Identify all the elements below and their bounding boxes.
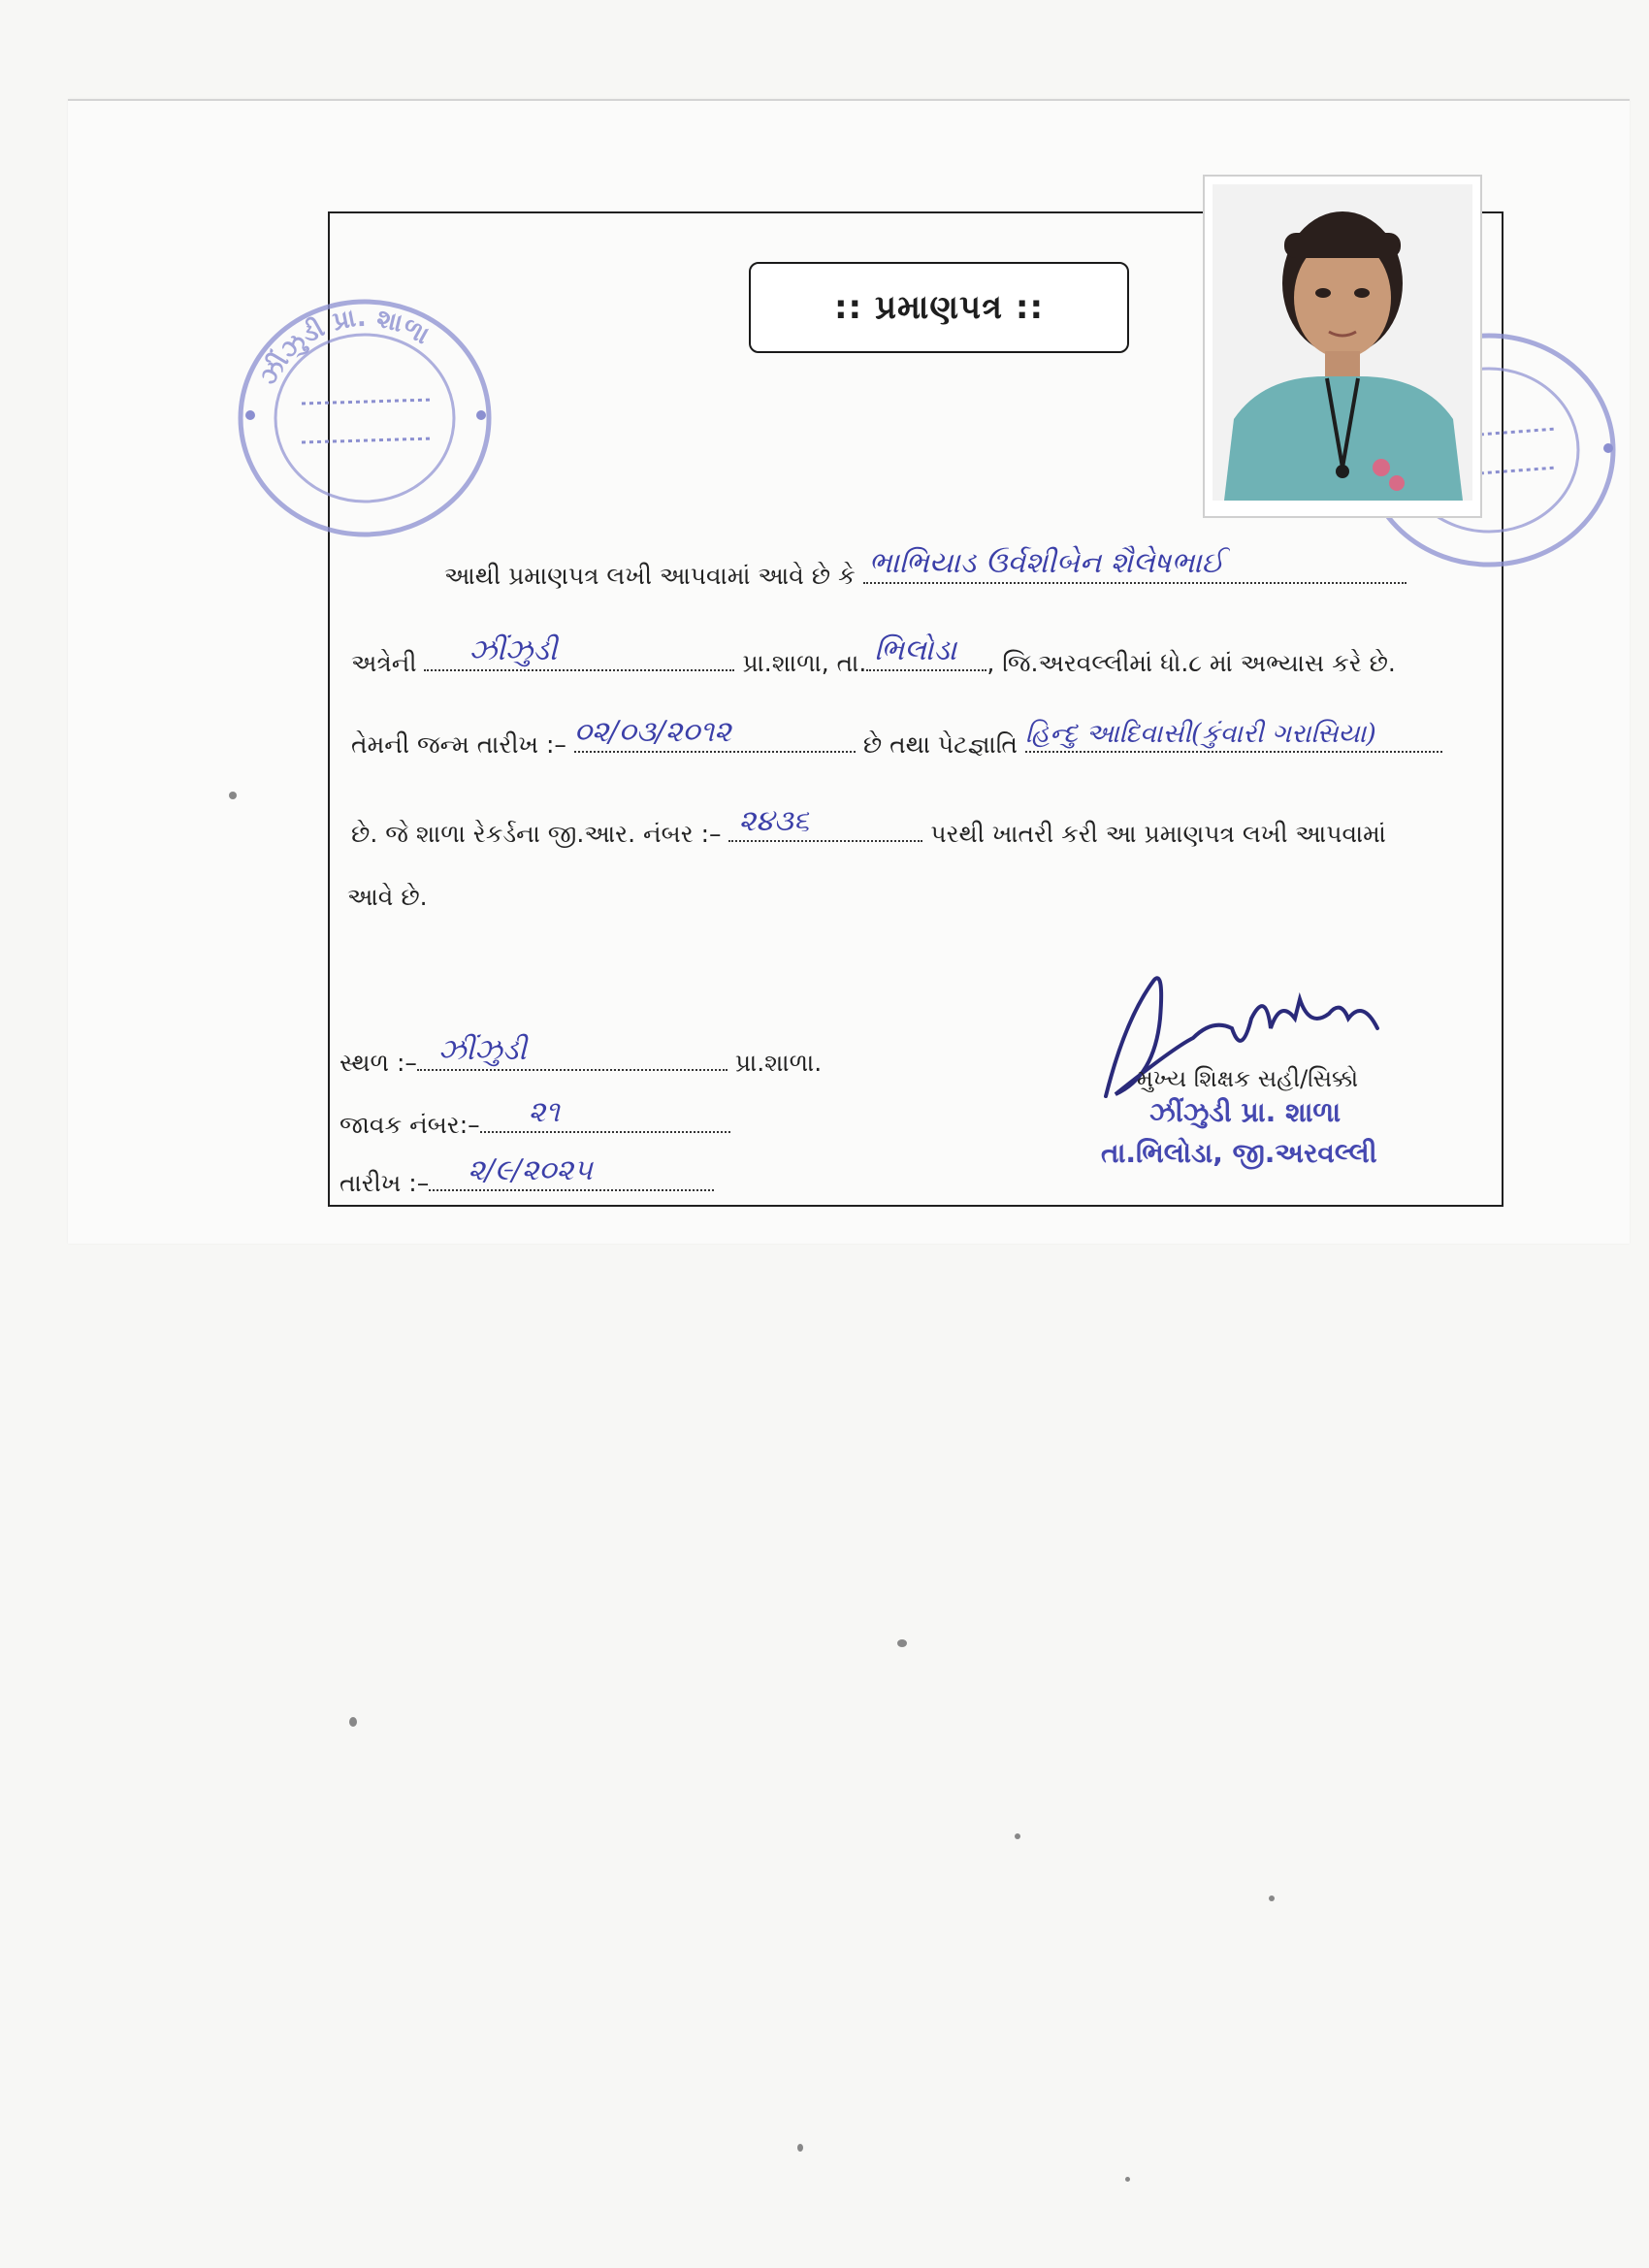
caste-value: હિન્દુ આદિવાસી(કુંવારી ગરાસિયા) — [1024, 719, 1376, 749]
svg-text:ઝીંઝુડી પ્રા. શાળા — [253, 304, 434, 390]
dob-field — [573, 715, 856, 753]
dob-value: ૦૨/૦૩/૨૦૧૨ — [573, 715, 731, 749]
closing-text: આવે છે. — [347, 883, 428, 911]
certificate-title: :: પ્રમાણપત્ર :: — [749, 262, 1129, 353]
place-field — [417, 1033, 728, 1071]
village-field — [424, 633, 734, 671]
scan-speck — [349, 1717, 357, 1727]
taluka-field — [866, 633, 986, 671]
place-value: ઝીંઝુડી — [437, 1033, 527, 1067]
intro-text: આથી પ્રમાણપત્ર લખી આપવામાં આવે છે કે — [444, 562, 856, 590]
place-label: સ્થળ :– — [340, 1049, 417, 1077]
dob-line — [351, 715, 1442, 760]
closing-line — [347, 883, 428, 912]
student-photo — [1203, 175, 1482, 518]
scan-speck — [897, 1639, 907, 1647]
date-line — [340, 1153, 714, 1198]
seal-line-2: તા.ભિલોડા, જી.અરવલ્લી — [1101, 1137, 1377, 1169]
student-name-value: ભાભિયાડ ઉર્વશીબેન શૈલેષભાઈ — [868, 546, 1224, 580]
caste-label: છે તથા પેટજ્ઞાતિ — [862, 730, 1018, 759]
village-value: ઝીંઝુડી — [469, 633, 558, 667]
caste-field — [1024, 719, 1442, 753]
place-suffix: પ્રા.શાળા. — [734, 1049, 823, 1077]
outward-label: જાવક નંબર:– — [340, 1111, 480, 1139]
gr-suffix: પરથી ખાતરી કરી આ પ્રમાણપત્ર લખી આપવામાં — [930, 820, 1386, 848]
village-prefix: અત્રેની — [351, 649, 417, 677]
school-line — [351, 633, 1396, 678]
dob-label: તેમની જન્મ તારીખ :– — [351, 730, 566, 759]
date-label: તારીખ :– — [340, 1169, 430, 1197]
gr-line — [351, 804, 1386, 849]
outward-value: ૨૧ — [528, 1095, 560, 1129]
place-line — [340, 1033, 823, 1078]
scan-speck — [1125, 2177, 1130, 2182]
date-value: ૨/૯/૨૦૨૫ — [468, 1153, 593, 1187]
intro-line — [444, 546, 1406, 591]
date-field — [429, 1153, 714, 1191]
gr-label: છે. જે શાળા રેકર્ડના જી.આર. નંબર :– — [351, 820, 722, 848]
district-text: , જિ.અરવલ્લીમાં ધો.૮ માં અભ્યાસ કરે છે. — [986, 649, 1396, 677]
signature-title: મુખ્ય શિક્ષક સહી/સિક્કો — [1137, 1065, 1359, 1092]
scan-speck — [229, 792, 237, 799]
gr-value: ૨૪૩૬ — [738, 804, 810, 838]
outward-field — [480, 1095, 730, 1133]
outward-line — [340, 1095, 730, 1140]
seal-line-1: ઝીંઝુડી પ્રા. શાળા — [1149, 1096, 1342, 1128]
school-text: પ્રા.શાળા, તા. — [742, 649, 867, 677]
scan-speck — [1015, 1833, 1020, 1839]
round-seal-left — [229, 287, 510, 549]
taluka-value: ભિલોડા — [874, 633, 957, 667]
gr-field — [728, 804, 922, 842]
headmaster-signature — [1086, 960, 1397, 1116]
student-name-field — [863, 546, 1406, 584]
scan-speck — [1269, 1895, 1275, 1901]
scan-speck — [797, 2144, 803, 2152]
round-seal-left-text: ઝીંઝુડી પ્રા. શાળા — [254, 303, 435, 391]
